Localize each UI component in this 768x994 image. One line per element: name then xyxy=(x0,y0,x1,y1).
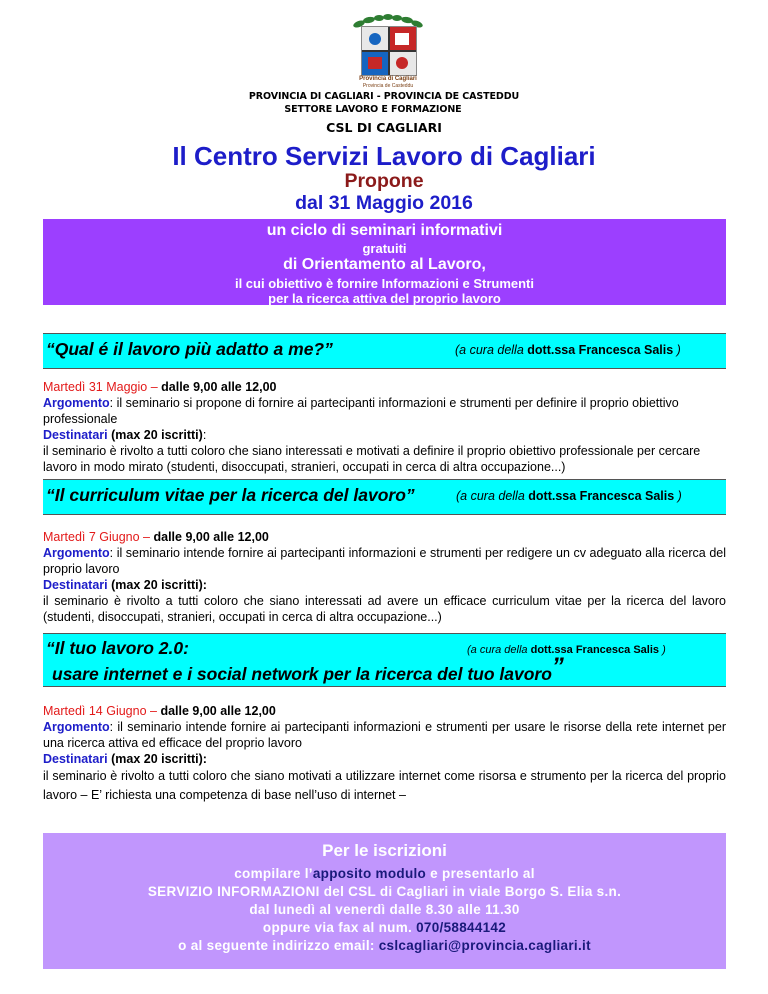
seminar-2-speaker xyxy=(456,489,682,503)
audience-label: Destinatari xyxy=(43,428,108,442)
seminar-time: dalle 9,00 alle 12,00 xyxy=(153,530,269,544)
seminar-3-subtitle xyxy=(52,653,564,687)
registration-text: oppure via fax al num. xyxy=(262,920,417,935)
speaker-name: dott.ssa Francesca Salis xyxy=(530,644,660,656)
seminar-1-title-bar xyxy=(43,333,726,369)
provincia-logo xyxy=(345,10,431,92)
seminar-2-argument xyxy=(43,545,726,577)
audience-colon: : xyxy=(202,428,207,442)
subtitle-quote: ” xyxy=(551,653,564,680)
speaker-suffix: ) xyxy=(677,489,682,503)
intro-line-2: gratuiti xyxy=(362,241,407,256)
seminar-1-when xyxy=(43,379,726,395)
start-date: dal 31 Maggio 2016 xyxy=(295,192,473,214)
seminar-1-audience-text: il seminario è rivolto a tutti coloro che siano interessati e motivati a definire il proprio obiettivo professionale per cercare lavoro in modo mirato (studenti, disoccupati, stranieri, occupati in cerca di altra occupazione...) xyxy=(43,444,701,474)
seminar-2-when xyxy=(43,529,726,545)
seminar-2-audience-label xyxy=(43,577,726,593)
speaker-prefix: (a cura della xyxy=(455,343,524,357)
email-link[interactable]: cslcagliari@provincia.cagliari.it xyxy=(378,938,591,953)
intro-line-4: il cui obiettivo è fornire Informazioni e Strumenti xyxy=(234,276,535,291)
header-csl: CSL DI CAGLIARI xyxy=(326,120,442,135)
seminar-3-speaker xyxy=(467,644,666,656)
seminar-1-details xyxy=(43,379,726,475)
argument-label: Argomento xyxy=(43,546,110,560)
seminar-1-audience-label xyxy=(43,427,726,443)
argument-text: : il seminario si propone di fornire ai partecipanti informazioni e strumenti per definire il proprio obiettivo professionale xyxy=(43,396,679,426)
subtitle-text: usare internet e i social network per la ricerca del tuo lavoro xyxy=(52,664,552,684)
registration-line-4 xyxy=(43,920,726,935)
argument-label: Argomento xyxy=(43,396,110,410)
seminar-time: dalle 9,00 alle 12,00 xyxy=(161,380,277,394)
seminar-3-details xyxy=(43,703,726,805)
registration-line-3: dal lunedì al venerdì dalle 8.30 alle 11.30 xyxy=(249,902,520,917)
seminar-3-title-bar xyxy=(43,633,726,687)
seminar-3-audience-label xyxy=(43,751,726,767)
seminar-3-when xyxy=(43,703,726,719)
seminar-2-audience-text: il seminario è rivolto a tutti coloro che siano interessati ad avere un efficace curriculum vitae per la ricerca del lavoro (studenti, disoccupati, stranieri, occupati in cerca di altra occupazione...) xyxy=(43,594,726,624)
seminar-2-title: “Il curriculum vitae per la ricerca del lavoro” xyxy=(46,485,415,505)
fax-number: 070/58844142 xyxy=(416,920,507,935)
registration-line-1 xyxy=(43,866,726,881)
registration-line-5 xyxy=(43,938,726,953)
argument-text: : il seminario intende fornire ai partecipanti informazioni e strumenti per usare le risorse della rete internet per una ricerca attiva ed efficace del proprio lavoro xyxy=(43,720,726,750)
speaker-suffix: ) xyxy=(662,644,666,656)
page-title: Il Centro Servizi Lavoro di Cagliari xyxy=(172,141,596,171)
seminar-date: Martedì 31 Maggio – xyxy=(43,380,158,394)
argument-text: : il seminario intende fornire ai partecipanti informazioni e strumenti per redigere un cv adeguato alla ricerca del proprio lavoro xyxy=(43,546,726,576)
audience-max: (max 20 iscritti): xyxy=(111,578,207,592)
argument-label: Argomento xyxy=(43,720,110,734)
speaker-name: dott.ssa Francesca Salis xyxy=(527,343,674,357)
form-link[interactable]: apposito modulo xyxy=(312,866,427,881)
seminar-3-argument xyxy=(43,719,726,751)
registration-title: Per le iscrizioni xyxy=(322,841,447,860)
registration-text: e presentarlo al xyxy=(426,866,535,881)
registration-text: o al seguente indirizzo email: xyxy=(178,938,379,953)
seminar-2-details xyxy=(43,529,726,625)
registration-box xyxy=(43,833,726,969)
audience-max: (max 20 iscritti): xyxy=(111,752,207,766)
speaker-prefix: (a cura della xyxy=(467,644,528,656)
header-settore: SETTORE LAVORO E FORMAZIONE xyxy=(284,104,462,115)
seminar-time: dalle 9,00 alle 12,00 xyxy=(160,704,276,718)
seminar-1-title: “Qual é il lavoro più adatto a me?” xyxy=(46,339,333,359)
seminar-3-title: “Il tuo lavoro 2.0: xyxy=(46,638,189,658)
speaker-suffix: ) xyxy=(676,343,681,357)
seminar-date: Martedì 14 Giugno – xyxy=(43,704,157,718)
seminar-date: Martedì 7 Giugno – xyxy=(43,530,151,544)
header-provincia: PROVINCIA DI CAGLIARI - PROVINCIA DE CASTEDDU xyxy=(248,91,520,102)
intro-box xyxy=(43,219,726,305)
registration-text: compilare l’ xyxy=(234,866,313,881)
intro-line-3: di Orientamento al Lavoro, xyxy=(283,256,486,273)
audience-label: Destinatari xyxy=(43,752,108,766)
speaker-prefix: (a cura della xyxy=(456,489,525,503)
registration-line-2: SERVIZIO INFORMAZIONI del CSL di Cagliari in viale Borgo S. Elia s.n. xyxy=(147,884,622,899)
seminar-1-argument xyxy=(43,395,726,427)
audience-max: (max 20 iscritti) xyxy=(111,428,203,442)
intro-line-1: un ciclo di seminari informativi xyxy=(266,222,503,239)
seminar-1-speaker xyxy=(455,343,681,357)
seminar-2-title-bar xyxy=(43,479,726,515)
logo-subcaption: Provincia de Casteddu xyxy=(362,83,414,89)
seminar-3-audience-text: il seminario è rivolto a tutti coloro che siano motivati a utilizzare internet come risorsa e strumento per la ricerca del proprio lavoro – E’ richiesta una competenza di base nell’uso di internet – xyxy=(43,769,726,802)
coat-of-arms-icon xyxy=(361,26,417,76)
logo-caption: Provincia di Cagliari xyxy=(359,76,417,82)
propone-label: Propone xyxy=(344,170,424,192)
speaker-name: dott.ssa Francesca Salis xyxy=(528,489,675,503)
intro-line-5: per la ricerca attiva del proprio lavoro xyxy=(268,291,501,306)
audience-label: Destinatari xyxy=(43,578,108,592)
